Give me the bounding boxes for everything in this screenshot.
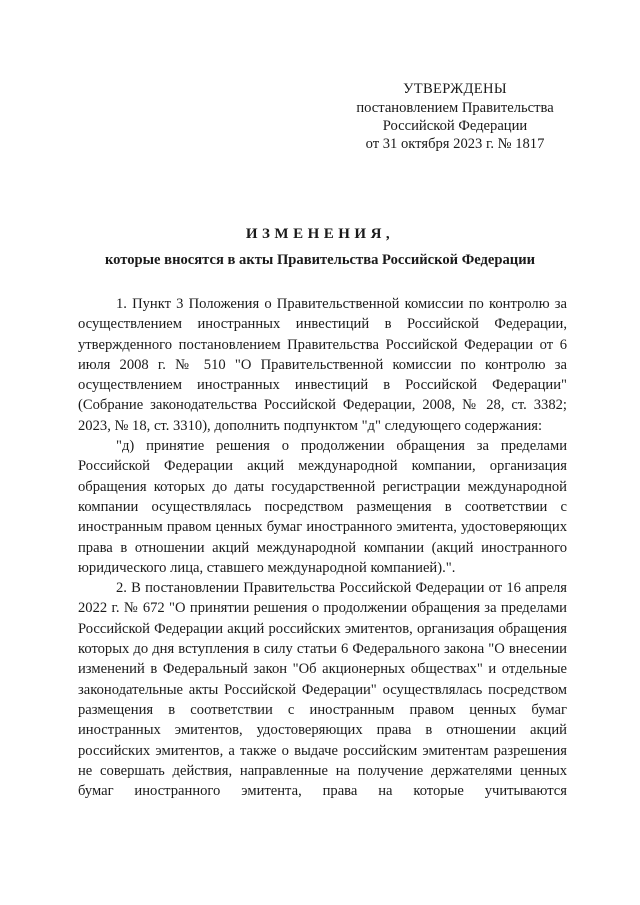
approval-line-3: от 31 октября 2023 г. № 1817 — [365, 136, 545, 152]
paragraph-1: 1. Пункт 3 Положения о Правительственной комиссии по контролю за осуществлением иностранных инвестиций в Российской Федерации, утвержденного постановлением Правительства Российской Федерации от 6 июля 2008 г. № 510 "О Правительственной комиссии по контролю за осуществлением иностранных инвестиций в Российской Федерации" (Собрание законодательства Российской Федерации, 2008, № 28, ст. 3382; 2023, № 18, ст. 3310), дополнить подпунктом "д" следующего содержания: — [78, 296, 567, 434]
paragraph-1-quote: "д) принятие решения о продолжении обращения за пределами Российской Федерации акций международной компании, организация обращения которых до даты государственной регистрации международной компании осуществлялась посредством размещения в соответствии с иностранным правом ценных бумаг иностранного эмитента, удостоверяющих права в отношении акций международной компании (акций иностранного юридического лица, ставшего международной компанией).". — [78, 438, 567, 576]
document-body — [78, 294, 567, 801]
approval-heading: УТВЕРЖДЕНЫ — [403, 81, 507, 97]
document-subtitle: которые вносятся в акты Правительства Российской Федерации — [104, 252, 536, 268]
approval-line-1: постановлением Правительства — [356, 100, 554, 116]
approval-stamp — [340, 80, 570, 153]
approval-line-2: Российской Федерации — [382, 118, 528, 134]
document-title: ИЗМЕНЕНИЯ, — [245, 226, 395, 242]
paragraph-2: 2. В постановлении Правительства Российской Федерации от 16 апреля 2022 г. № 672 "О принятии решения о продолжении обращения за пределами Российской Федерации акций российских эмитентов, организация обращения которых до дня вступления в силу статьи 6 Федерального закона "О внесении изменений в Федеральный закон "Об акционерных обществах" и отдельные законодательные акты Российской Федерации" осуществлялась посредством размещения в соответствии с иностранным правом ценных бумаг иностранных эмитентов, удостоверяющих права в отношении акций российских эмитентов, а также о выдаче российским эмитентам разрешения не совершать действия, направленные на получение держателями ценных бумаг иностранного эмитента, права на которые учитываются — [78, 580, 567, 800]
